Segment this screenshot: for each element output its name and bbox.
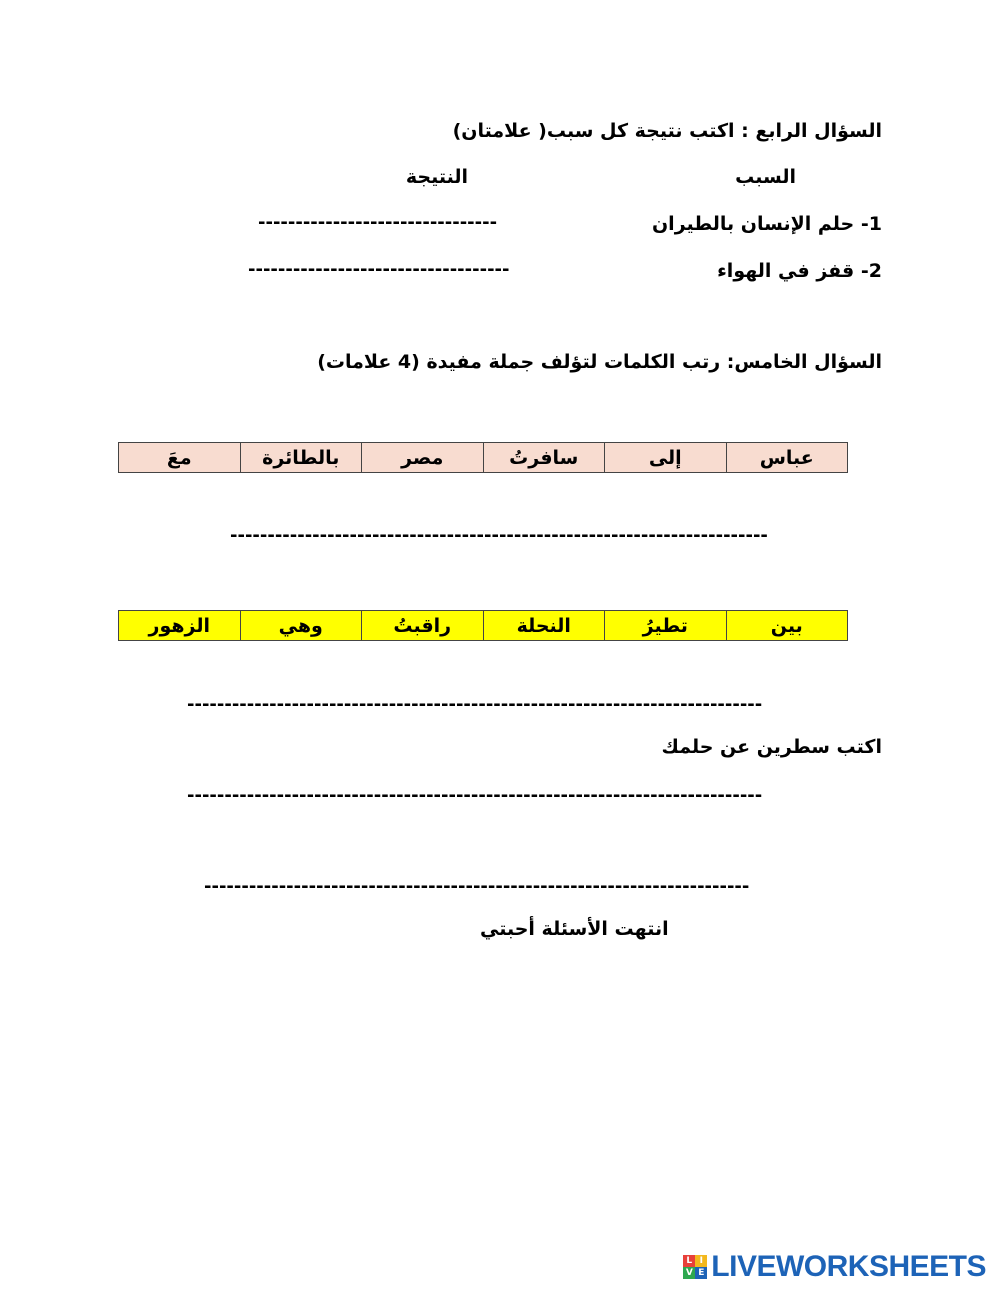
logo-letter: V	[683, 1267, 695, 1279]
word-table-2-row	[119, 611, 848, 641]
q4-item-2-text: قفز في الهواء	[717, 260, 855, 282]
q4-col-cause: السبب	[735, 166, 796, 188]
q4-answer-2[interactable]: -----------------------------------	[248, 259, 510, 280]
word-cell: معَ	[119, 443, 241, 473]
q6-title: اكتب سطرين عن حلمك	[661, 736, 882, 758]
q4-item-2	[717, 260, 882, 282]
q4-item-2-num: 2-	[860, 260, 882, 282]
logo-letter: I	[695, 1255, 707, 1267]
q5-title: السؤال الخامس: رتب الكلمات لتؤلف جملة مفيدة (4 علامات)	[317, 351, 882, 373]
q4-item-1	[652, 213, 882, 235]
q6-line-2[interactable]: -------------------------------------------------------------------------	[204, 876, 750, 897]
q4-title: السؤال الرابع : اكتب نتيجة كل سبب( علامتان)	[452, 120, 882, 142]
word-cell: بالطائرة	[240, 443, 362, 473]
logo-letter: L	[683, 1255, 695, 1267]
word-cell: بين	[726, 611, 848, 641]
word-table-1-row	[119, 443, 848, 473]
word-cell: الزهور	[119, 611, 241, 641]
closing-text: انتهت الأسئلة أحبتي	[480, 918, 669, 940]
q4-answer-1[interactable]: --------------------------------	[258, 212, 498, 233]
word-table-1	[118, 442, 848, 473]
q6-line-1[interactable]: -----------------------------------------------------------------------------	[187, 785, 763, 806]
brand-logo-block[interactable]	[683, 1250, 986, 1284]
word-cell: النحلة	[483, 611, 605, 641]
word-table-2	[118, 610, 848, 641]
q5-answer-2[interactable]: -----------------------------------------------------------------------------	[187, 694, 763, 715]
word-cell: عباس	[726, 443, 848, 473]
q4-item-1-num: 1-	[860, 213, 882, 235]
word-cell: وهي	[240, 611, 362, 641]
word-cell: تطيرُ	[605, 611, 727, 641]
q5-answer-1[interactable]: ------------------------------------------------------------------------	[230, 525, 768, 546]
word-cell: سافرتُ	[483, 443, 605, 473]
word-cell: إلى	[605, 443, 727, 473]
q4-item-1-text: حلم الإنسان بالطيران	[651, 213, 855, 235]
q4-col-result: النتيجة	[405, 166, 468, 188]
word-cell: راقبتُ	[362, 611, 484, 641]
brand-name: LIVEWORKSHEETS	[711, 1250, 986, 1283]
liveworksheets-icon	[683, 1255, 707, 1279]
word-cell: مصر	[362, 443, 484, 473]
logo-letter: E	[695, 1267, 707, 1279]
